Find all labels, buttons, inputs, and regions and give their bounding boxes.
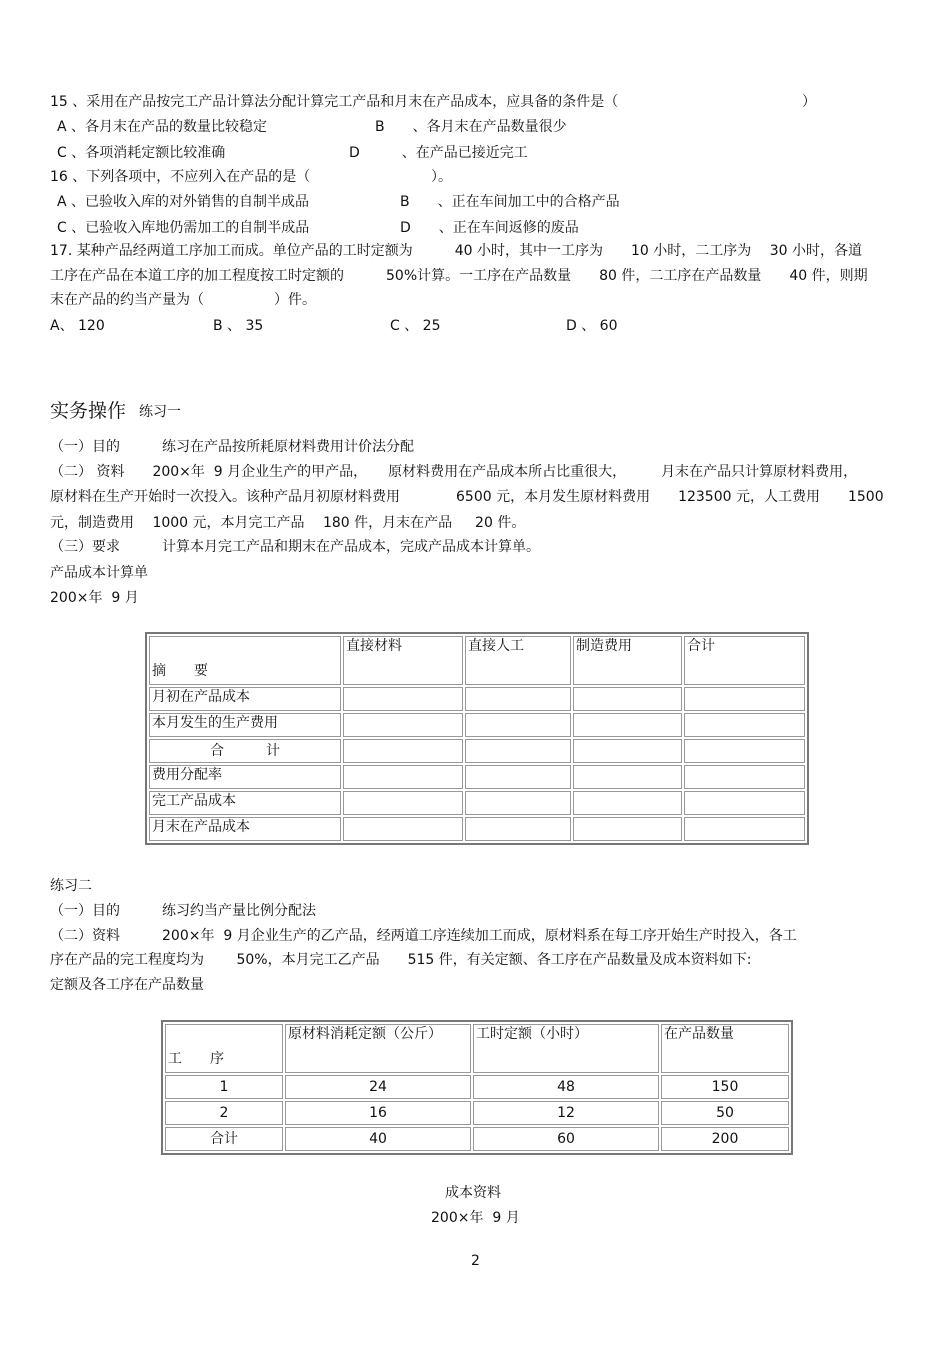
header-material-quota: 原材料消耗定额（公斤） [285,1024,471,1073]
header-direct-labor: 直接人工 [465,636,571,685]
q17-option-b: B 、 35 [213,318,264,334]
q17-option-a: A、 120 [50,318,105,334]
ex1-goal: （一）目的 练习在产品按所耗原材料费用计价法分配 [50,439,414,455]
q17-line2: 工序在产品在本道工序的加工程度按工时定额的 50%计算。一工序在产品数量 80 件，二工序在产品数量 40 件，则期 [50,268,868,284]
header-direct-material: 直接材料 [343,636,463,685]
page-number: 2 [471,1253,480,1269]
table-cell: 合计 [165,1127,283,1151]
table-cell: 24 [285,1075,471,1099]
header-total: 合计 [684,636,805,685]
ex1-info-line2: 原材料在生产开始时一次投入。该种产品月初原材料费用 6500 元，本月发生原材料费用 123500 元，人工费用 1500 [50,489,884,505]
header-hour-quota: 工时定额（小时） [473,1024,659,1073]
table-cell [343,817,463,841]
table-row [165,1127,789,1151]
q17-option-d: D 、 60 [566,318,618,334]
ex2-info-line1: （二）资料 200×年 9 月企业生产的乙产品，经两道工序连续加工而成，原材料系在每工序开始生产时投入，各工 [50,928,797,944]
cost-calculation-table [145,632,809,845]
q17-line3: 末在产品的约当产量为（ ）件。 [50,292,316,308]
row-label: 完工产品成本 [149,791,341,815]
row-label: 月末在产品成本 [149,817,341,841]
table-cell [684,687,805,711]
table-cell: 12 [473,1101,659,1125]
table-cell [465,765,571,789]
table-cell: 40 [285,1127,471,1151]
table-cell [573,817,682,841]
q15-option-b: B 、各月末在产品数量很少 [375,119,567,135]
quota-table [161,1020,793,1155]
ex1-requirement: （三）要求 计算本月完工产品和期末在产品成本，完成产品成本计算单。 [50,539,540,555]
table-cell [573,687,682,711]
table-row [149,687,805,711]
table-cell [573,765,682,789]
table-cell [343,739,463,763]
row-label: 合 计 [149,739,341,763]
table-cell: 48 [473,1075,659,1099]
row-label: 月初在产品成本 [149,687,341,711]
cost-material-title: 成本资料 [445,1185,501,1201]
q15-option-c: C 、各项消耗定额比较准确 [57,145,226,161]
table-cell [684,791,805,815]
table-cell [684,765,805,789]
ex1-table-title: 产品成本计算单 [50,565,148,581]
q17-option-c: C 、 25 [390,318,441,334]
table-cell [573,791,682,815]
header-overhead: 制造费用 [573,636,682,685]
table-cell [343,765,463,789]
q15-option-d: D 、在产品已接近完工 [349,145,528,161]
q16-option-d: D 、正在车间返修的废品 [400,220,579,236]
ex1-info-line1: （二） 资料 200×年 9 月企业生产的甲产品， 原材料费用在产品成本所占比重很大， 月末在产品只计算原材料费用， [50,464,858,480]
table-row [149,765,805,789]
table-cell: 60 [473,1127,659,1151]
table-cell [573,739,682,763]
ex1-info-line3: 元，制造费用 1000 元，本月完工产品 180 件，月末在产品 20 件。 [50,515,526,531]
table-row [149,739,805,763]
q16-option-c: C 、已验收入库地仍需加工的自制半成品 [57,220,310,236]
table-cell: 50 [661,1101,789,1125]
table-row [149,817,805,841]
table-row [165,1101,789,1125]
table-cell [684,817,805,841]
row-label: 费用分配率 [149,765,341,789]
table-cell [465,739,571,763]
table-header-row [149,636,805,685]
ex2-goal: （一）目的 练习约当产量比例分配法 [50,903,316,919]
table-cell: 16 [285,1101,471,1125]
table-cell [684,739,805,763]
table-cell [465,713,571,737]
q16-close: ）。 [431,169,452,185]
table-row [165,1075,789,1099]
ex2-info-line2: 序在产品的完工程度均为 50%，本月完工乙产品 515 件，有关定额、各工序在产品数量及成本资料如下: [50,952,752,968]
table-cell [465,687,571,711]
ex2-title: 练习二 [50,878,92,894]
header-wip-quantity: 在产品数量 [661,1024,789,1073]
table-header-row [165,1024,789,1073]
q16-option-a: A 、已验收入库的对外销售的自制半成品 [57,194,310,210]
header-summary: 摘 要 [149,636,341,685]
q16-option-b: B 、正在车间加工中的合格产品 [400,194,620,210]
table-cell [684,713,805,737]
table-cell: 200 [661,1127,789,1151]
table-row [149,713,805,737]
q16-stem: 16 、下列各项中，不应列入在产品的是（ [50,169,311,185]
q15-close: ） [802,94,816,110]
section-title: 实务操作 [50,400,127,422]
table-cell [343,791,463,815]
table-cell [465,817,571,841]
table-cell: 1 [165,1075,283,1099]
ex2-table-title: 定额及各工序在产品数量 [50,977,204,993]
table-cell [343,713,463,737]
ex1-table-date: 200×年 9 月 [50,590,139,606]
table-cell [573,713,682,737]
ex1-title: 练习一 [139,404,181,420]
header-process: 工 序 [165,1024,283,1073]
row-label: 本月发生的生产费用 [149,713,341,737]
table-cell: 2 [165,1101,283,1125]
table-cell [343,687,463,711]
table-cell [465,791,571,815]
q15-option-a: A 、各月末在产品的数量比较稳定 [57,119,268,135]
q15-stem: 15 、采用在产品按完工产品计算法分配计算完工产品和月末在产品成本，应具备的条件是（ [50,94,619,110]
table-row [149,791,805,815]
q17-line1: 17. 某种产品经两道工序加工而成。单位产品的工时定额为 40 小时，其中一工序为 10 小时，二工序为 30 小时，各道 [50,243,862,259]
cost-material-date: 200×年 9 月 [431,1210,520,1226]
table-cell: 150 [661,1075,789,1099]
